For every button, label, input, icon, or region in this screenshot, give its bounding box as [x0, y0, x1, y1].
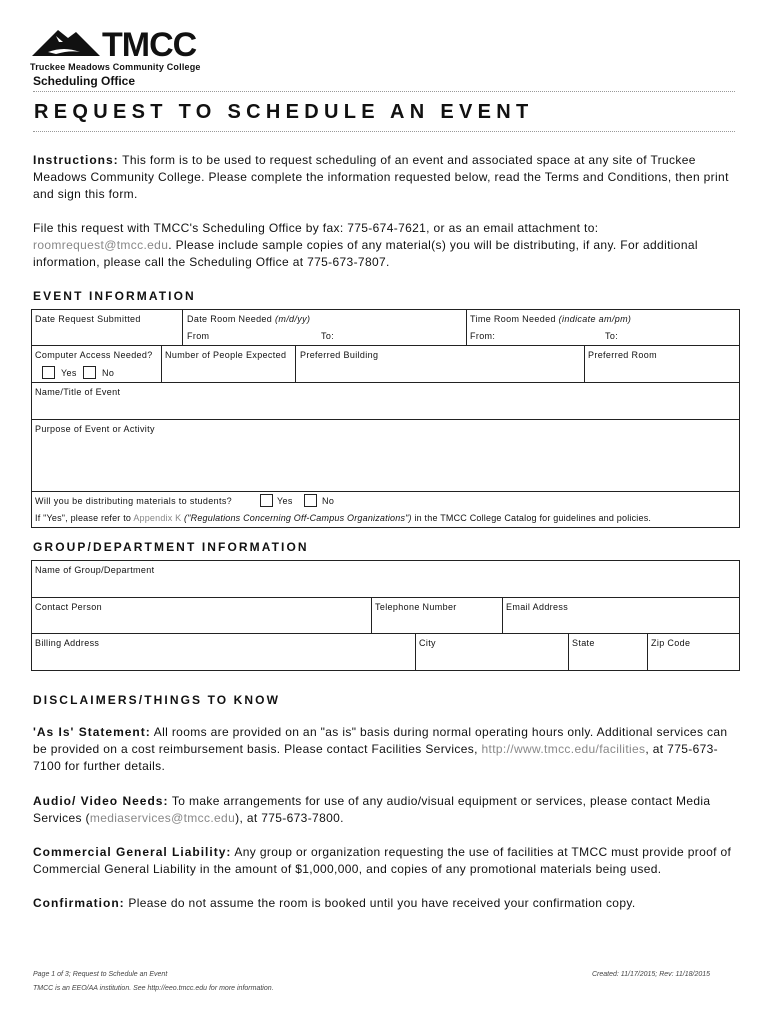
computer-access-no-label: No	[102, 368, 115, 378]
distributing-yes-checkbox[interactable]	[260, 494, 273, 507]
audio-video-needs: Audio/ Video Needs: To make arrangements for use of any audio/visual equipment or services, please contact Media Services (mediaservices@tmcc.edu), at 775-673-7800.	[33, 794, 711, 825]
time-room-label: Time Room Needed (indicate am/pm)	[470, 314, 632, 324]
distributing-label: Will you be distributing materials to students?	[35, 496, 233, 506]
number-of-people-field[interactable]	[162, 346, 296, 383]
logo-subtitle: Truckee Meadows Community College	[30, 62, 201, 72]
billing-address-field[interactable]	[32, 634, 416, 670]
time-room-needed-field[interactable]	[467, 310, 739, 346]
zip-code-label: Zip Code	[651, 638, 691, 648]
footer-revision-date: Created: 11/17/2015; Rev: 11/18/2015	[592, 971, 711, 978]
telephone-label: Telephone Number	[375, 602, 457, 612]
distributing-yes-label: Yes	[277, 496, 293, 506]
commercial-liability: Commercial General Liability: Any group or organization requesting the use of facilities at TMCC must provide proof of Commercial General Liability in the amount of $1,000,000, and copies of any promotional materials being used.	[33, 845, 732, 876]
instructions-label: Instructions:	[33, 153, 119, 167]
distributing-no-label: No	[322, 496, 335, 506]
date-request-submitted-field[interactable]	[32, 310, 183, 346]
computer-access-label: Computer Access Needed?	[35, 350, 153, 360]
group-info-heading: GROUP/DEPARTMENT INFORMATION	[33, 540, 309, 554]
logo-text: TMCC	[102, 26, 197, 62]
mountain-logo-icon	[30, 26, 230, 62]
contact-person-label: Contact Person	[35, 602, 102, 612]
city-label: City	[419, 638, 436, 648]
footer-eeo-statement: TMCC is an EEO/AA institution. See http://eeo.tmcc.edu for more information.	[33, 985, 274, 992]
divider	[33, 131, 735, 132]
zip-code-field[interactable]	[648, 634, 739, 670]
date-request-label: Date Request Submitted	[35, 314, 141, 324]
preferred-building-label: Preferred Building	[300, 350, 379, 360]
distributing-materials-row	[32, 492, 739, 527]
distributing-note: If "Yes", please refer to Appendix K ("Regulations Concerning Off-Campus Organizations") in the TMCC College Catalog for guidelines and policies.	[35, 513, 652, 523]
state-label: State	[572, 638, 595, 648]
time-to-label: To:	[605, 331, 619, 341]
email-field[interactable]	[503, 598, 739, 634]
filing-text-2: . Please include sample copies of any material(s) you will be distributing, if any. For additional information, please call the Scheduling Office at 775-673-7807.	[33, 238, 698, 269]
date-to-label: To:	[321, 331, 335, 341]
computer-access-yes-label: Yes	[61, 368, 77, 378]
time-from-label: From:	[470, 331, 496, 341]
group-name-field[interactable]	[32, 561, 739, 598]
instructions-text: This form is to be used to request scheduling of an event and associated space at any site of Truckee Meadows Community College. Please complete the information requested below, read the Terms and Conditions, then print and sign this form.	[33, 153, 729, 201]
preferred-room-field[interactable]	[585, 346, 739, 383]
date-room-label: Date Room Needed (m/d/yy)	[187, 314, 311, 324]
date-from-label: From	[187, 331, 210, 341]
filing-text-1: File this request with TMCC's Scheduling Office by fax: 775-674-7621, or as an email attachment to:	[33, 221, 599, 235]
media-services-email-link[interactable]: mediaservices@tmcc.edu	[89, 811, 236, 825]
preferred-room-label: Preferred Room	[588, 350, 657, 360]
divider	[33, 91, 735, 92]
event-name-label: Name/Title of Event	[35, 387, 121, 397]
number-of-people-label: Number of People Expected	[165, 350, 287, 360]
billing-address-label: Billing Address	[35, 638, 100, 648]
event-name-field[interactable]	[32, 383, 739, 420]
disclaimers-heading: DISCLAIMERS/THINGS TO KNOW	[33, 693, 281, 707]
facilities-link[interactable]: http://www.tmcc.edu/facilities	[481, 742, 646, 756]
footer-page-number: Page 1 of 3; Request to Schedule an Event	[33, 971, 168, 978]
as-is-statement: 'As Is' Statement: All rooms are provided on an "as is" basis during normal operating hours only. Additional services can be provided on a cost reimbursement basis. Please contact Facilities Services, http://www.tmcc.edu/facilities, at 775-673-7100 for further details.	[33, 725, 728, 773]
event-purpose-field[interactable]	[32, 420, 739, 492]
city-field[interactable]	[416, 634, 569, 670]
group-name-label: Name of Group/Department	[35, 565, 155, 575]
instructions-paragraph	[33, 152, 738, 203]
appendix-k-link[interactable]: Appendix K	[133, 513, 182, 523]
event-purpose-label: Purpose of Event or Activity	[35, 424, 155, 434]
room-request-email-link[interactable]: roomrequest@tmcc.edu	[33, 238, 169, 252]
preferred-building-field[interactable]	[296, 346, 585, 383]
page-title: REQUEST TO SCHEDULE AN EVENT	[34, 101, 534, 123]
date-room-needed-field[interactable]	[183, 310, 467, 346]
distributing-no-checkbox[interactable]	[304, 494, 317, 507]
telephone-field[interactable]	[372, 598, 503, 634]
computer-access-yes-checkbox[interactable]	[42, 366, 55, 379]
office-name: Scheduling Office	[33, 74, 136, 88]
event-info-form	[31, 309, 740, 528]
confirmation: Confirmation: Please do not assume the room is booked until you have received your confirmation copy.	[33, 896, 636, 910]
computer-access-field	[32, 346, 162, 383]
group-info-form	[31, 560, 740, 671]
contact-person-field[interactable]	[32, 598, 372, 634]
email-label: Email Address	[506, 602, 569, 612]
event-info-heading: EVENT INFORMATION	[33, 289, 196, 303]
filing-paragraph	[33, 220, 738, 271]
computer-access-no-checkbox[interactable]	[83, 366, 96, 379]
state-field[interactable]	[569, 634, 648, 670]
